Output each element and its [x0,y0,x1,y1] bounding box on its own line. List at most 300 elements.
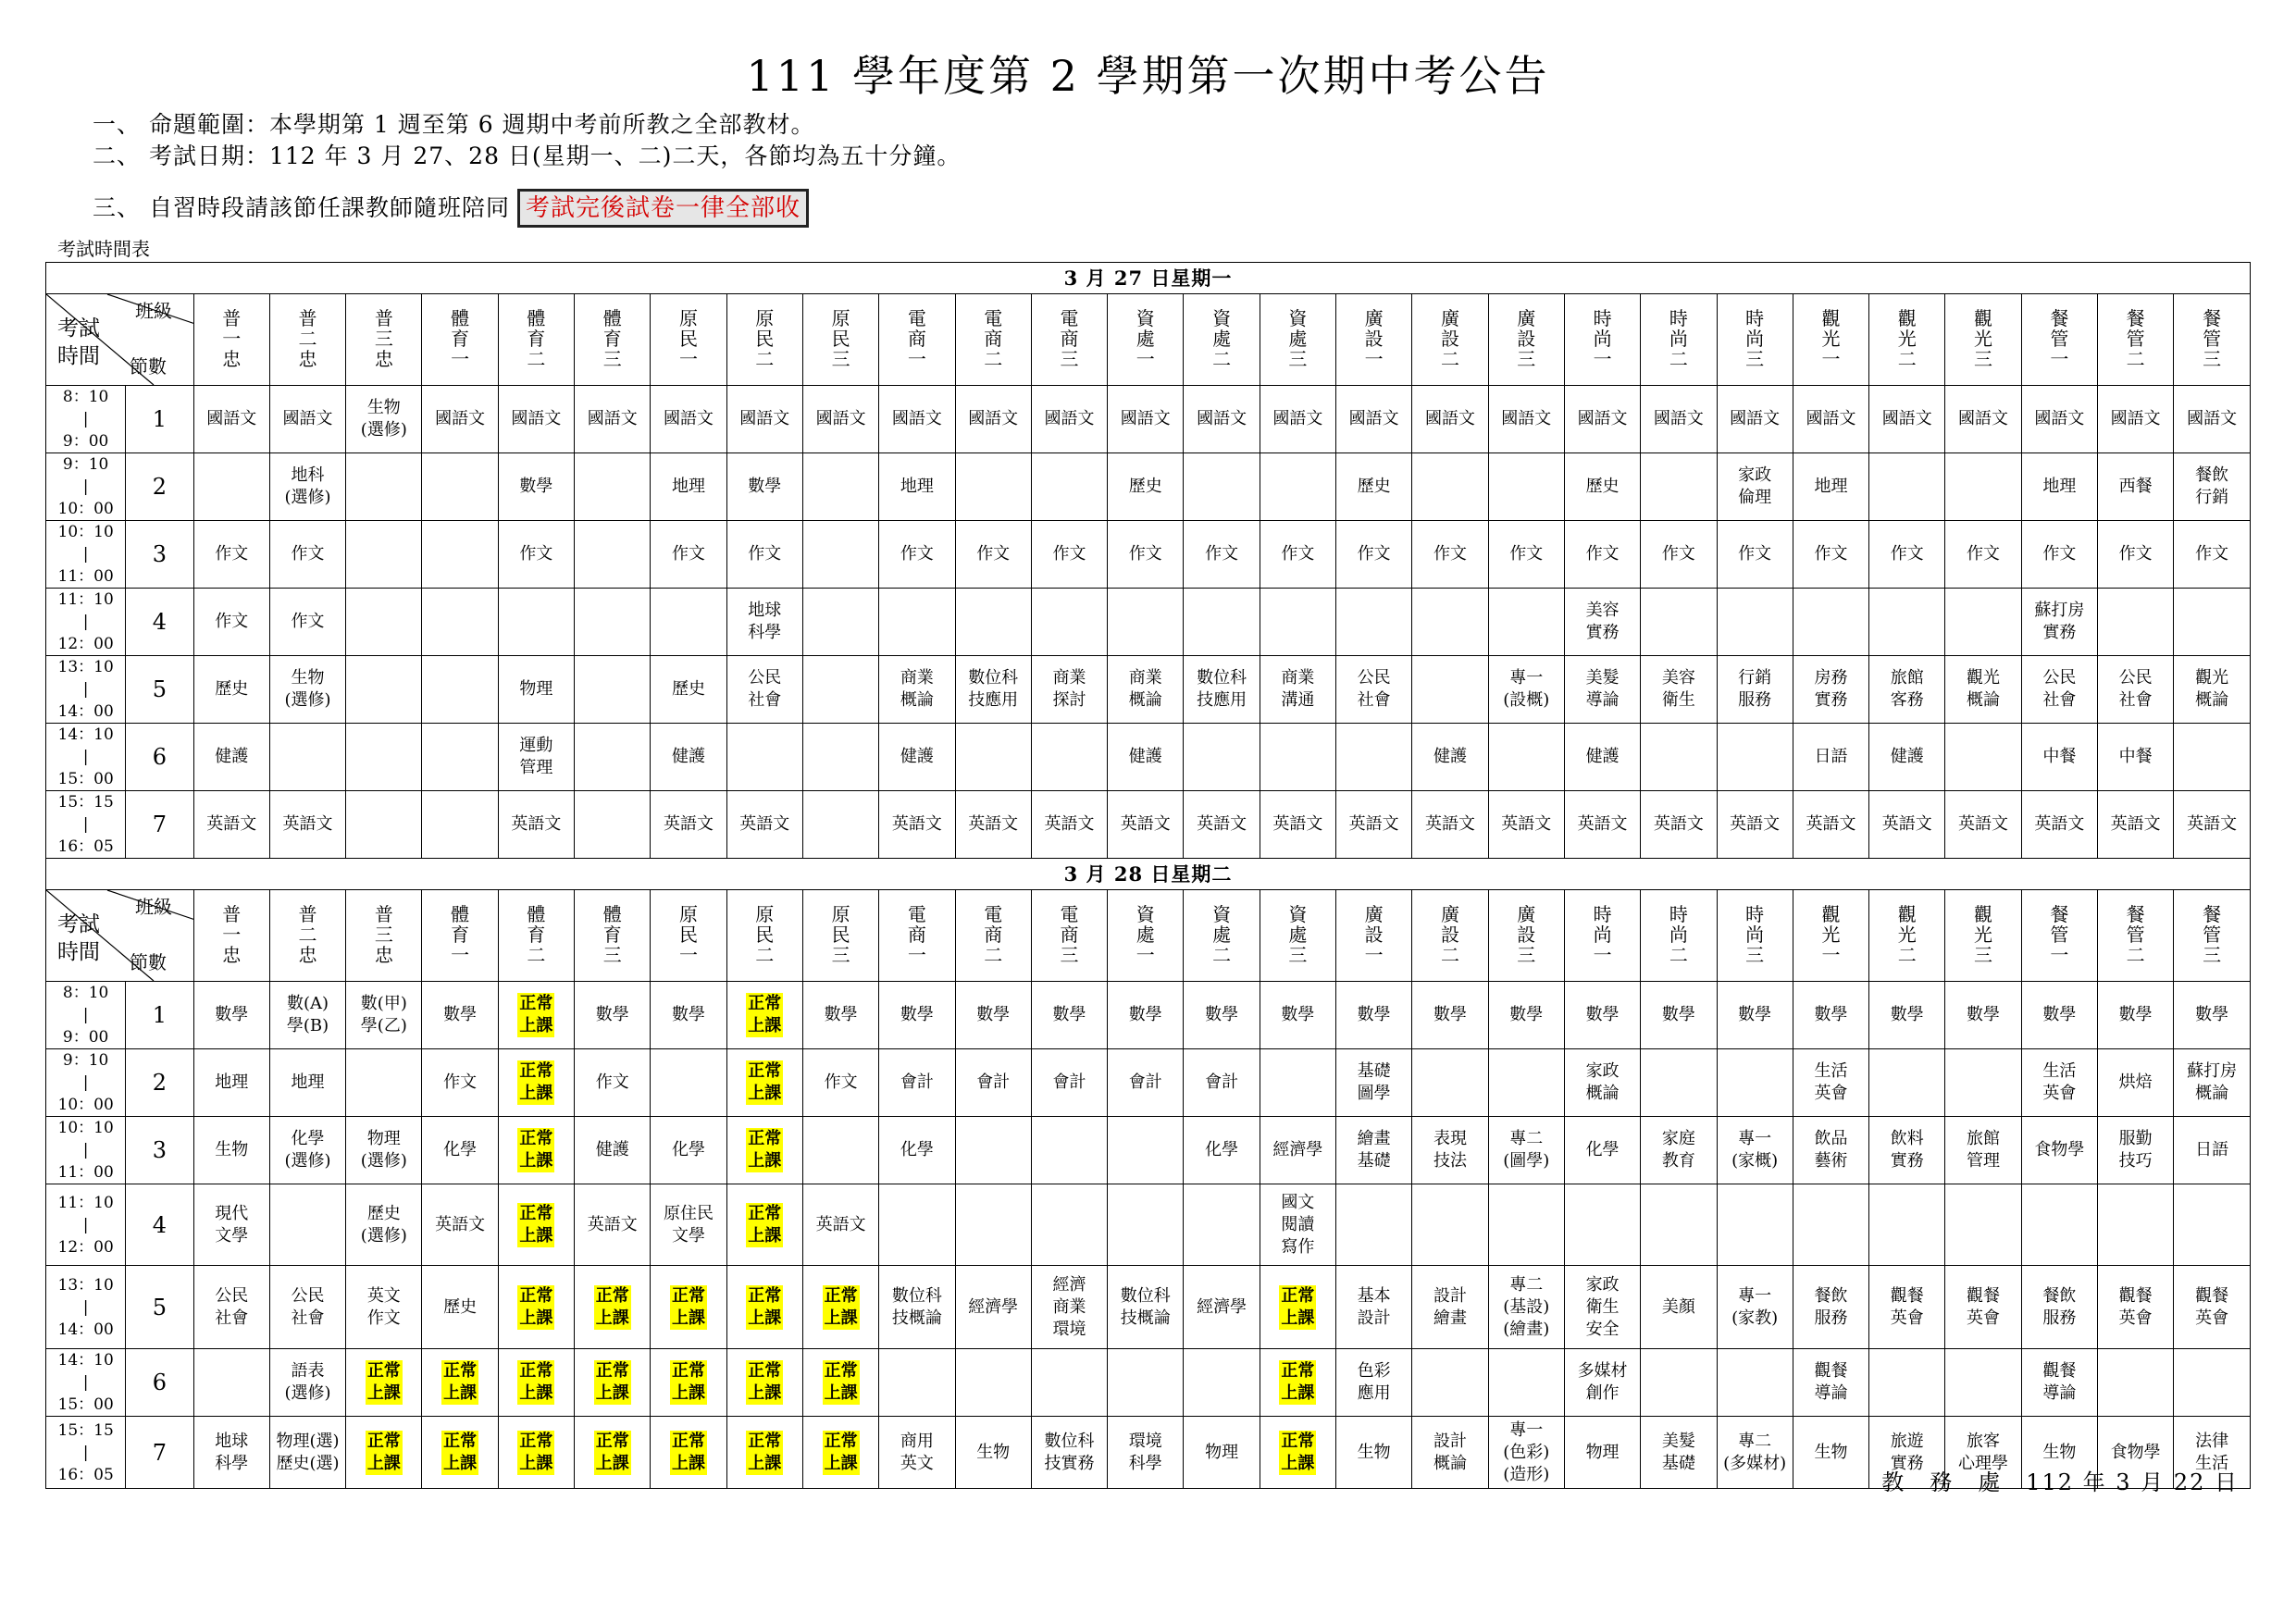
subject-cell [2174,1349,2251,1417]
period-row [46,791,2251,859]
subject-text: 作文 [2195,544,2229,564]
subject-text: 化學 [443,1140,478,1159]
subject-cell [1488,386,1564,453]
class-header [651,294,726,386]
subject-text: 國語文 [1197,409,1247,428]
subject-cell [1184,589,1260,656]
subject-text: 旅館 客務 [1890,668,1924,710]
subject-cell [1564,521,1640,589]
subject-text: 觀餐 導論 [2042,1361,2077,1403]
period-row [46,656,2251,724]
subject-cell [346,1049,422,1117]
subject-cell [346,589,422,656]
time-start: 15：15 [57,793,114,812]
subject-cell [726,453,802,521]
subject-text: 正常 上課 [595,1431,629,1473]
subject-cell [955,982,1031,1049]
subject-cell [955,724,1031,791]
subject-cell [879,791,955,859]
subject-cell [498,521,574,589]
subject-text: 家政 衛生 安全 [1585,1274,1620,1339]
subject-text: 語表 (選修) [284,1361,331,1403]
class-name: 廣設三 [1517,306,1536,370]
subject-cell [269,1117,345,1184]
subject-text: 多媒材 創作 [1577,1361,1628,1403]
time-cell [46,521,126,589]
subject-text: 旅遊 實務 [1890,1431,1924,1473]
subject-cell [1184,1184,1260,1266]
subject-cell [1488,1349,1564,1417]
header-corner-box [46,294,193,385]
subject-text: 數學 [672,1005,705,1024]
subject-text: 英語文 [1044,814,1095,834]
class-header [726,294,802,386]
subject-text: 數學 [824,1005,858,1024]
subject-text: 國語文 [587,409,638,428]
subject-text: 作文 [215,544,249,564]
subject-text: 正常 上課 [672,1431,705,1473]
subject-text: 國語文 [739,409,790,428]
subject-text: 健護 [1890,747,1924,766]
subject-cell [802,656,878,724]
subject-text: 觀光 概論 [1967,668,2001,710]
subject-text: 正常 上課 [366,1431,401,1473]
subject-cell [1488,982,1564,1049]
subject-cell [2098,521,2174,589]
period-number: 2 [126,1049,193,1117]
subject-cell [1717,1049,1793,1117]
subject-cell [193,1117,269,1184]
subject-cell [2174,589,2251,656]
class-header [575,890,651,982]
period-number: 1 [126,386,193,453]
subject-cell [1641,1266,1717,1349]
subject-text: 正常 上課 [519,1203,553,1246]
period-row [46,453,2251,521]
subject-cell [1641,656,1717,724]
subject-text: 物理(選) 歷史(選) [276,1431,340,1473]
subject-text: 商業 溝通 [1281,668,1315,710]
subject-text: 正常 上課 [443,1361,478,1403]
subject-text: 房務 實務 [1814,668,1848,710]
subject-text: 數學 [1128,1005,1162,1024]
subject-cell [422,656,498,724]
class-header [1412,890,1488,982]
subject-cell [422,1184,498,1266]
subject-cell [1717,1184,1793,1266]
subject-cell [1945,724,2021,791]
subject-text: 會計 [1128,1072,1162,1092]
subject-text: 英語文 [1501,814,1552,834]
class-header-row [46,294,2251,386]
subject-text: 英語文 [1197,814,1247,834]
subject-cell [1641,1117,1717,1184]
class-name: 時尚二 [1669,902,1688,966]
subject-cell [1564,1117,1640,1184]
subject-cell [1793,1117,1868,1184]
subject-text: 家政 概論 [1585,1061,1620,1103]
subject-text: 食物學 [2110,1442,2161,1462]
subject-cell [1184,982,1260,1049]
subject-cell [955,453,1031,521]
subject-text: 數學 [215,1005,249,1024]
subject-cell [651,724,726,791]
subject-cell [1869,386,1945,453]
time-separator: | [82,815,89,834]
subject-cell [1717,724,1793,791]
time-separator: | [82,680,89,699]
time-separator: | [82,1141,89,1159]
subject-cell [1717,982,1793,1049]
subject-cell [1793,1184,1868,1266]
subject-cell [1108,791,1184,859]
subject-cell [1641,982,1717,1049]
class-header [498,890,574,982]
time-end: 10：00 [57,500,114,518]
class-header [651,890,726,982]
subject-cell [1793,724,1868,791]
subject-cell [269,1049,345,1117]
subject-cell [1336,982,1412,1049]
time-start: 10：10 [57,1119,114,1137]
subject-cell [955,1266,1031,1349]
subject-cell [269,656,345,724]
subject-cell [1031,1266,1107,1349]
subject-cell [1031,1049,1107,1117]
subject-cell [1108,1184,1184,1266]
regular-class-cell [726,1117,802,1184]
subject-text: 數學 [1205,1005,1239,1024]
time-separator: | [82,477,89,496]
time-end: 12：00 [57,635,114,653]
subject-cell [1641,521,1717,589]
subject-text: 歷史 [215,679,249,699]
subject-cell [1945,453,2021,521]
time-cell [46,656,126,724]
period-number: 6 [126,1349,193,1417]
time-start: 11：10 [57,1193,114,1212]
subject-cell [802,1049,878,1117]
table-caption: 考試時間表 [57,238,150,260]
subject-cell [1488,724,1564,791]
subject-cell [651,453,726,521]
subject-text: 英語文 [1348,814,1399,834]
subject-text: 作文 [1661,544,1695,564]
subject-cell [269,724,345,791]
subject-cell [1336,1184,1412,1266]
subject-cell [1945,1349,2021,1417]
subject-cell [2021,1117,2097,1184]
period-number: 7 [126,791,193,859]
subject-text: 專一 (色彩) (造形) [1503,1419,1550,1484]
class-header [955,294,1031,386]
day-label: 3 月 28 日星期二 [46,859,2251,890]
subject-cell [1260,1117,1335,1184]
time-start: 15：15 [57,1420,114,1440]
class-header [193,294,269,386]
subject-cell [1184,1117,1260,1184]
subject-text: 商業 概論 [900,668,934,710]
subject-cell [1869,521,1945,589]
subject-cell [1412,521,1488,589]
period-number: 7 [126,1417,193,1489]
subject-text: 數位科 技應用 [1197,668,1247,710]
regular-class-cell [802,1417,878,1489]
period-number: 3 [126,1117,193,1184]
day-label: 3 月 27 日星期一 [46,263,2251,294]
subject-text: 國語文 [206,409,257,428]
subject-cell [1717,521,1793,589]
class-header [1488,294,1564,386]
subject-text: 物理 [1205,1442,1239,1462]
day-label-row [46,859,2251,890]
subject-text: 色彩 應用 [1357,1361,1391,1403]
subject-cell [422,589,498,656]
subject-cell [422,791,498,859]
subject-cell [2098,791,2174,859]
subject-text: 正常 上課 [519,1361,553,1403]
class-name: 電商一 [907,902,926,966]
subject-text: 設計 概論 [1433,1431,1467,1473]
class-header [1945,890,2021,982]
subject-cell [193,791,269,859]
subject-cell [422,982,498,1049]
header-time-label: 考試 時間 [57,316,100,368]
subject-text: 英語文 [968,814,1019,834]
class-header [1641,890,1717,982]
subject-cell [1564,1349,1640,1417]
subject-text: 正常 上課 [672,1361,705,1403]
subject-cell [346,521,422,589]
class-name: 觀光二 [1897,306,1917,370]
subject-cell [1260,791,1335,859]
subject-cell [1793,1417,1868,1489]
subject-cell [1945,589,2021,656]
subject-text: 正常 上課 [519,1129,553,1171]
subject-cell [802,1184,878,1266]
subject-cell [575,521,651,589]
subject-cell [1564,386,1640,453]
subject-text: 專一 (家概) [1731,1129,1779,1171]
class-name: 普一忠 [222,902,242,966]
subject-cell [2174,1117,2251,1184]
time-end: 11：00 [57,567,114,586]
subject-text: 正常 上課 [519,1285,553,1328]
regular-class-cell [726,1417,802,1489]
time-cell [46,453,126,521]
regular-class-cell [726,982,802,1049]
subject-text: 觀光 概論 [2195,668,2229,710]
subject-cell [1564,1266,1640,1349]
subject-cell [802,791,878,859]
subject-text: 作文 [1814,544,1848,564]
subject-cell [1945,521,2021,589]
exam-schedule-table [45,262,2251,1489]
subject-text: 作文 [215,612,249,631]
time-end: 11：00 [57,1163,114,1182]
subject-cell [1336,1117,1412,1184]
subject-cell [651,982,726,1049]
subject-text: 英語文 [891,814,942,834]
time-start: 10：10 [57,523,114,541]
subject-text: 地理 [672,477,705,496]
class-name: 普一忠 [222,306,242,370]
period-number: 4 [126,589,193,656]
subject-cell [1108,1349,1184,1417]
subject-cell [726,791,802,859]
subject-cell [1717,589,1793,656]
period-row [46,724,2251,791]
subject-cell [1336,1266,1412,1349]
subject-text: 數學 [1281,1005,1315,1024]
class-name: 體育二 [527,902,546,966]
subject-cell [1260,1184,1335,1266]
subject-cell [1184,1349,1260,1417]
class-name: 觀光三 [1974,306,1993,370]
class-header [2174,294,2251,386]
subject-cell [269,1266,345,1349]
subject-cell [1260,521,1335,589]
subject-cell [1488,589,1564,656]
subject-cell [269,982,345,1049]
regular-class-cell [498,1184,574,1266]
subject-text: 英語文 [1120,814,1171,834]
class-name: 電商二 [984,306,1003,370]
subject-cell [1488,791,1564,859]
subject-cell [2098,453,2174,521]
subject-cell [1031,656,1107,724]
subject-cell [2098,1117,2174,1184]
subject-text: 觀餐 英會 [2118,1285,2153,1328]
subject-text: 生活 英會 [1814,1061,1848,1103]
subject-text: 數位科 技實務 [1044,1431,1095,1473]
subject-text: 物理 [1585,1442,1620,1462]
subject-cell [1184,1049,1260,1117]
class-name: 時尚三 [1745,902,1765,966]
class-header [422,294,498,386]
subject-cell [1717,453,1793,521]
regular-class-cell [1260,1349,1335,1417]
subject-cell [1031,982,1107,1049]
subject-cell [1869,453,1945,521]
subject-text: 數學 [2042,1005,2077,1024]
subject-text: 日語 [1814,747,1848,766]
subject-text: 數學 [1814,1005,1848,1024]
subject-cell [1412,724,1488,791]
subject-cell [1108,1049,1184,1117]
subject-cell [269,521,345,589]
time-end: 9：00 [62,432,109,451]
subject-cell [269,386,345,453]
subject-cell [1412,791,1488,859]
subject-text: 化學 [1205,1140,1239,1159]
subject-cell [1869,1117,1945,1184]
subject-text: 地理 [291,1072,325,1092]
subject-cell [802,521,878,589]
time-cell [46,589,126,656]
regular-class-cell [802,1266,878,1349]
subject-cell [2174,982,2251,1049]
header-corner-box [46,890,193,981]
class-name: 原民三 [831,306,850,370]
subject-cell [1945,656,2021,724]
subject-cell [346,656,422,724]
subject-cell [1184,724,1260,791]
subject-text: 地理 [900,477,934,496]
period-row [46,521,2251,589]
time-cell [46,1117,126,1184]
subject-cell [346,453,422,521]
subject-cell [193,1349,269,1417]
subject-cell [1108,386,1184,453]
time-cell [46,791,126,859]
subject-cell [1336,521,1412,589]
period-number: 4 [126,1184,193,1266]
subject-text: 國語文 [282,409,333,428]
subject-text: 作文 [1281,544,1315,564]
subject-cell [802,453,878,521]
subject-text: 正常 上課 [748,1203,782,1246]
subject-cell [269,791,345,859]
class-name: 餐管三 [2203,902,2222,966]
subject-text: 設計 繪畫 [1433,1285,1467,1328]
subject-text: 國語文 [1044,409,1095,428]
subject-text: 英語文 [511,814,562,834]
subject-text: 英語文 [2187,814,2238,834]
subject-text: 國語文 [1958,409,2009,428]
class-header [1488,890,1564,982]
subject-cell [1717,791,1793,859]
subject-text: 經濟 商業 環境 [1052,1274,1086,1339]
subject-text: 國語文 [1272,409,1323,428]
subject-text: 國語文 [1730,409,1781,428]
subject-cell [575,982,651,1049]
header-corner [46,890,194,982]
subject-cell [879,1266,955,1349]
subject-cell [575,1049,651,1117]
subject-cell [1564,589,1640,656]
subject-text: 英語文 [587,1214,638,1234]
subject-cell [346,1184,422,1266]
subject-text: 作文 [1052,544,1086,564]
subject-text: 國語文 [1881,409,1932,428]
class-name: 普三忠 [374,902,393,966]
subject-cell [1184,521,1260,589]
subject-cell [1564,656,1640,724]
subject-cell [346,982,422,1049]
subject-text: 數學 [748,477,782,496]
time-separator: | [82,748,89,766]
subject-cell [1641,1049,1717,1117]
subject-text: 作文 [824,1072,858,1092]
subject-cell [1412,982,1488,1049]
collect-papers-notice: 考試完後試卷一律全部收 [517,189,809,228]
time-start: 11：10 [57,590,114,609]
subject-text: 地理 [2042,477,2077,496]
subject-cell [1869,1184,1945,1266]
subject-text: 國語文 [435,409,486,428]
subject-text: 歷史 (選修) [360,1203,407,1246]
regular-class-cell [498,1417,574,1489]
subject-text: 英語文 [815,1214,866,1234]
subject-cell [193,1266,269,1349]
subject-text: 作文 [1509,544,1544,564]
subject-text: 數學 [1585,1005,1620,1024]
subject-cell [575,453,651,521]
class-name: 觀光三 [1974,902,1993,966]
class-header [1108,890,1184,982]
subject-cell [2021,724,2097,791]
